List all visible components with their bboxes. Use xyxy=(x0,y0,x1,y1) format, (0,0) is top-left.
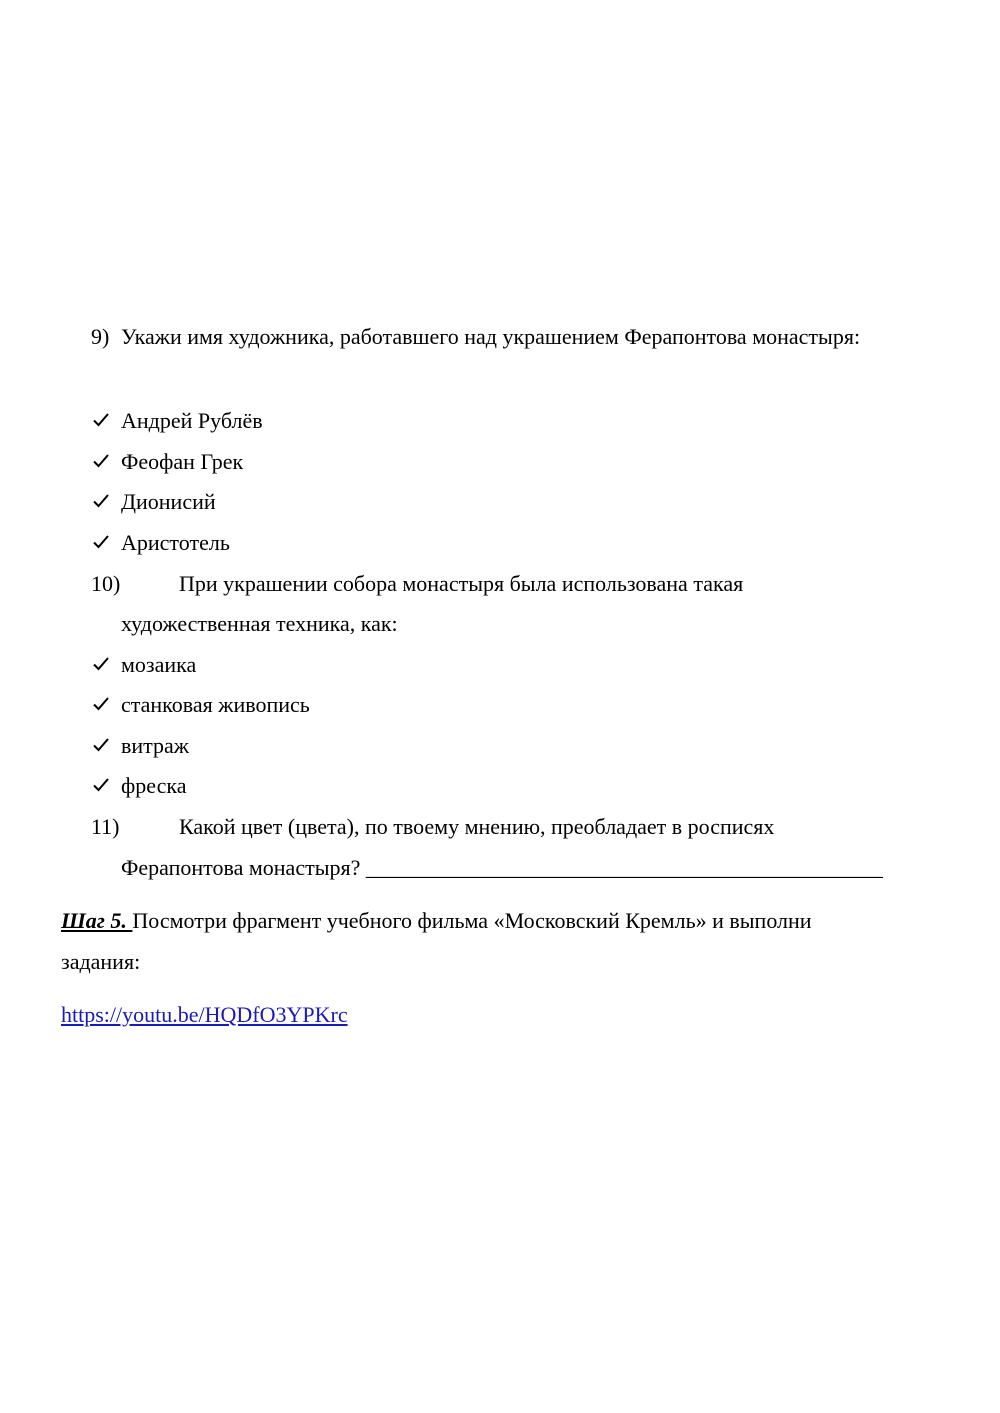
question-9-text: Укажи имя художника, работавшего над украшением Ферапонтова монастыря: xyxy=(121,324,861,349)
step-5-paragraph xyxy=(61,908,812,934)
question-9-option: Аристотель xyxy=(121,530,230,555)
checkmark-icon xyxy=(91,451,111,471)
question-10-option: фреска xyxy=(121,773,187,798)
question-10-option: мозаика xyxy=(121,652,197,677)
question-10-option: станковая живопись xyxy=(121,692,310,717)
question-10-text-line1: При украшении собора монастыря была использована такая xyxy=(179,571,744,596)
question-10-option: витраж xyxy=(121,733,190,758)
question-9-option: Феофан Грек xyxy=(121,449,244,474)
step-5-text-line2: задания: xyxy=(61,949,141,974)
question-9-number: 9) xyxy=(91,324,110,349)
question-11-text-line1: Какой цвет (цвета), по твоему мнению, преобладает в росписях xyxy=(179,814,775,839)
video-link[interactable]: https://youtu.be/HQDfO3YPKrc xyxy=(61,1002,348,1027)
checkmark-icon xyxy=(91,775,111,795)
step-5-label: Шаг 5. xyxy=(61,908,133,933)
video-link-line xyxy=(61,1002,348,1028)
checkmark-icon xyxy=(91,654,111,674)
question-10-text-line2: художественная техника, как: xyxy=(121,611,398,636)
checkmark-icon xyxy=(91,410,111,430)
checkmark-icon xyxy=(91,735,111,755)
step-5-text: Посмотри фрагмент учебного фильма «Московский Кремль» и выполни xyxy=(132,908,812,933)
question-9-option: Дионисий xyxy=(121,489,216,514)
question-10-number: 10) xyxy=(91,571,121,596)
checkmark-icon xyxy=(91,532,111,552)
question-11-answer-line: Ферапонтова монастыря? _______________________________________________ xyxy=(121,855,883,880)
checkmark-icon xyxy=(91,694,111,714)
checkmark-icon xyxy=(91,491,111,511)
question-9-option: Андрей Рублёв xyxy=(121,408,263,433)
question-11-number: 11) xyxy=(91,814,120,839)
